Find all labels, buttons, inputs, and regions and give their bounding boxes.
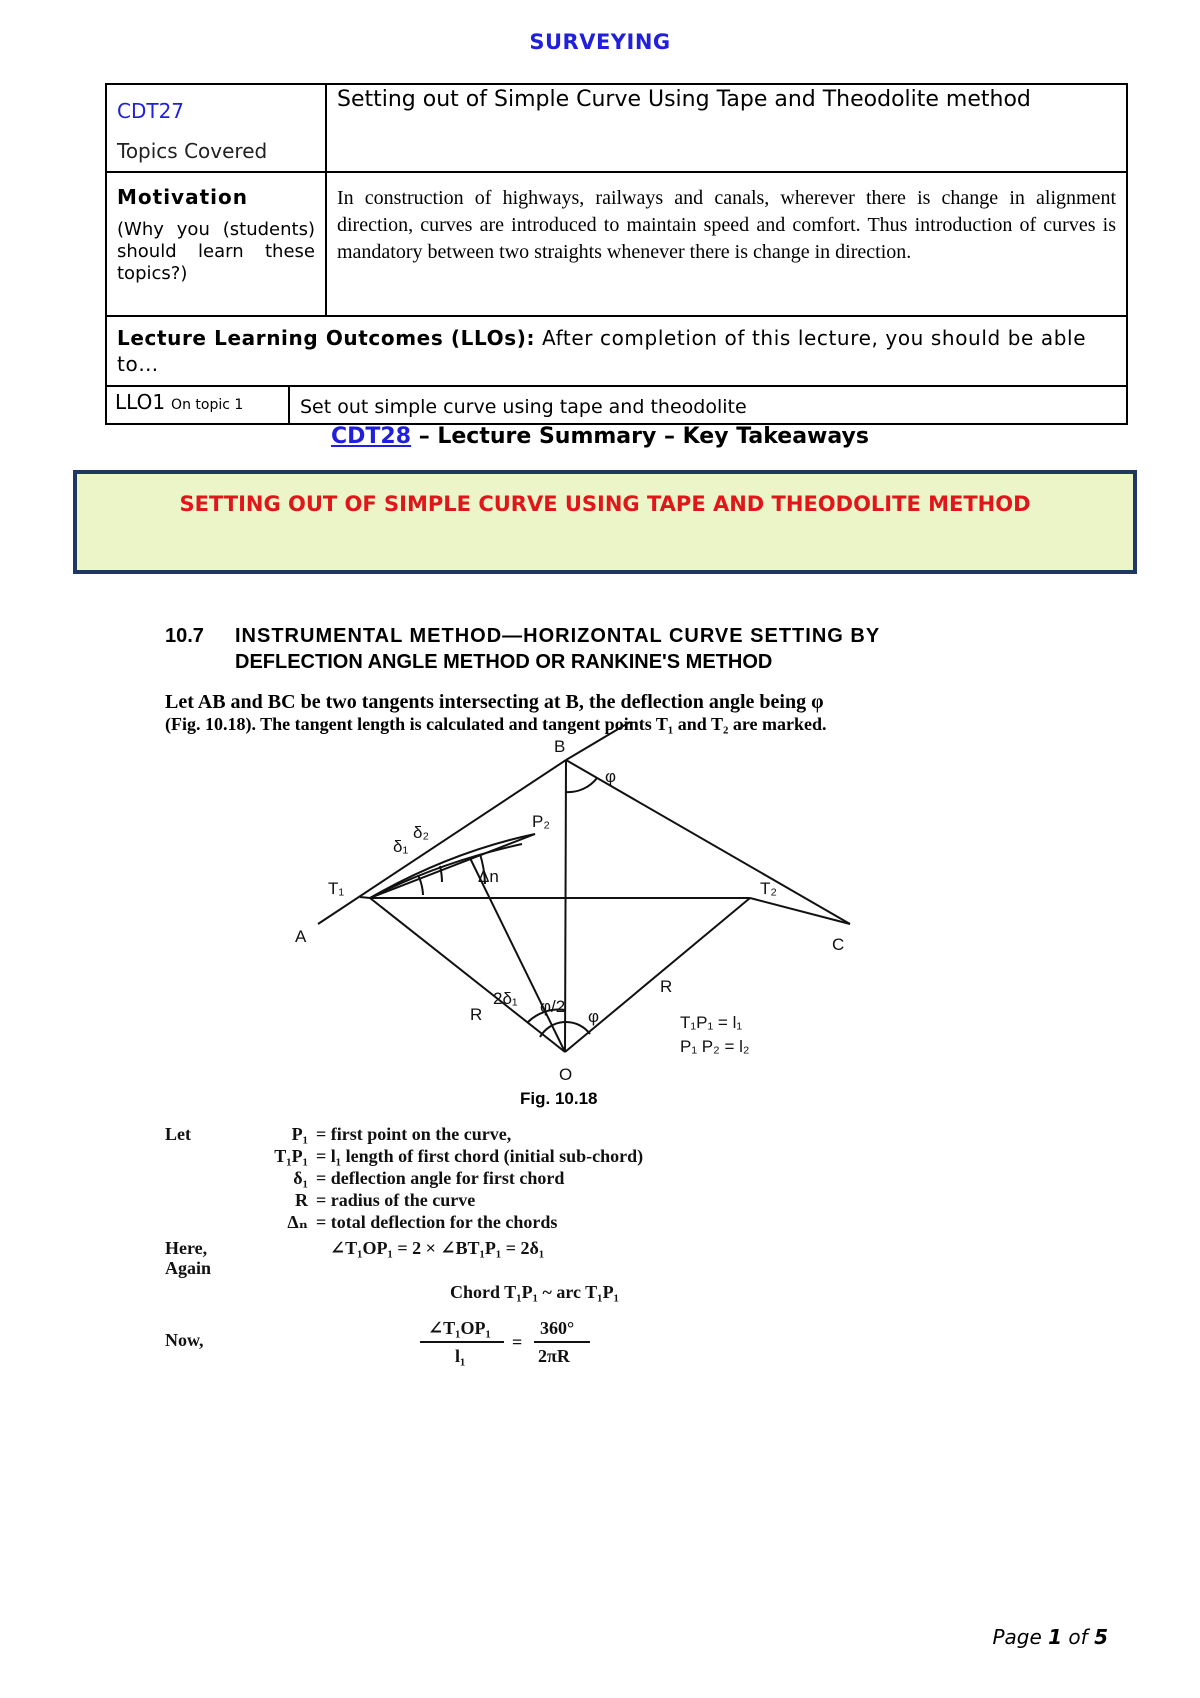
label-b: B <box>554 737 566 756</box>
motivation-sublabel: (Why you (students) should learn these topics?) <box>117 219 315 284</box>
chord-end <box>750 898 850 924</box>
scan-heading-line2: DEFLECTION ANGLE METHOD OR RANKINE'S METHOD <box>235 651 773 673</box>
figure-caption: Fig. 10.18 <box>520 1089 598 1108</box>
angle-arc-d2 <box>440 866 442 882</box>
def-sym-1: P₁ <box>291 1124 308 1144</box>
angle-arc-phi <box>566 778 597 792</box>
here-equation: ∠T₁OP₁ = 2 × ∠BT₁P₁ = 2δ₁ <box>330 1238 545 1258</box>
llo-heading-cell <box>106 316 1127 386</box>
summary-heading <box>0 424 1200 449</box>
def-sym-2: T₁P₁ <box>274 1146 308 1166</box>
scan-heading-line1: INSTRUMENTAL METHOD—HORIZONTAL CURVE SETTING BY <box>235 625 881 647</box>
summary-banner <box>73 470 1137 574</box>
def-desc-1: = first point on the curve, <box>316 1124 512 1144</box>
def-sym-3: δ₁ <box>293 1168 308 1188</box>
let-word: Let <box>165 1124 191 1144</box>
document-title: SURVEYING <box>529 30 671 54</box>
summary-heading-text: – Lecture Summary – Key Takeaways <box>411 424 869 449</box>
label-r-left: R <box>470 1005 483 1024</box>
def-desc-2: = l₁ length of first chord (initial sub-chord) <box>316 1146 644 1166</box>
label-delta-n: Δn <box>478 867 499 886</box>
label-t1: T₁ <box>328 879 345 898</box>
tangent-ab <box>318 760 566 924</box>
label-o: O <box>559 1065 573 1084</box>
llo-id-cell <box>107 387 290 423</box>
of-word: of <box>1062 1625 1095 1649</box>
page-total: 5 <box>1094 1625 1108 1649</box>
here-word: Here, <box>165 1238 208 1258</box>
label-delta2: δ₂ <box>413 823 430 842</box>
llo-row <box>106 386 1127 424</box>
page-word: Page <box>992 1625 1049 1649</box>
label-a: A <box>295 927 307 946</box>
radius-left <box>370 898 565 1052</box>
llo-intro: After completion of this lecture, you should be able to… <box>117 326 1087 376</box>
tick-a <box>360 897 370 898</box>
label-two-delta: 2δ₁ <box>493 989 518 1008</box>
frac-equals: = <box>512 1332 523 1352</box>
scanned-textbook-figure <box>150 612 1030 1382</box>
topics-covered-label: Topics Covered <box>117 139 268 163</box>
label-rel2: P₁ P₂ = l₂ <box>680 1037 750 1056</box>
label-delta1: δ₁ <box>393 837 409 856</box>
frac2-numerator: 360° <box>540 1318 575 1338</box>
llo-text: Set out simple curve using tape and theodolite <box>300 396 747 418</box>
llo-id: LLO1 <box>115 390 166 414</box>
topic-title: Setting out of Simple Curve Using Tape and Theodolite method <box>326 84 1127 172</box>
again-equation: Chord T₁P₁ ~ arc T₁P₁ <box>450 1282 619 1302</box>
frac2-denominator: 2πR <box>538 1346 570 1366</box>
banner-title: SETTING OUT OF SIMPLE CURVE USING TAPE AND THEODOLITE METHOD <box>179 492 1031 516</box>
label-rel1: T₁P₁ = l₁ <box>680 1013 743 1032</box>
label-phi-o: φ <box>588 1007 600 1026</box>
page-number: 1 <box>1048 1625 1063 1649</box>
label-phi: φ <box>605 767 617 786</box>
motivation-cell <box>106 172 326 316</box>
again-word: Again <box>165 1258 212 1278</box>
def-desc-5: = total deflection for the chords <box>316 1212 558 1232</box>
motivation-text: In construction of highways, railways and canals, wherever there is change in alignment direction, curves are introduced to maintain speed and comfort. Thus introduction of curves is mandatory between two straights whenever there is change in direction. <box>326 172 1127 316</box>
frac-denominator: l₁ <box>455 1346 466 1366</box>
summary-code-link[interactable]: CDT28 <box>331 424 412 449</box>
def-sym-4: R <box>295 1190 308 1210</box>
page-footer <box>992 1625 1108 1649</box>
label-r-right: R <box>660 977 673 996</box>
label-t2: T₂ <box>760 879 777 898</box>
def-desc-3: = deflection angle for first chord <box>316 1168 565 1188</box>
def-sym-5: Δₙ <box>287 1212 308 1232</box>
now-word: Now, <box>165 1330 204 1350</box>
topic-code-cell <box>106 84 326 172</box>
topic-code: CDT27 <box>117 99 185 123</box>
llo-topic: On topic 1 <box>171 397 244 413</box>
label-p2: P₂ <box>532 812 550 831</box>
radius-p1 <box>470 858 565 1052</box>
def-desc-4: = radius of the curve <box>316 1190 476 1210</box>
scan-intro-line1: Let AB and BC be two tangents intersecting at B, the deflection angle being φ <box>165 691 824 713</box>
topic-info-table <box>105 83 1128 425</box>
label-phi-half: φ/2 <box>540 997 566 1016</box>
scan-intro-line2: (Fig. 10.18). The tangent length is calculated and tangent points T₁ and T₂ are marked. <box>165 714 827 734</box>
motivation-label: Motivation <box>117 185 248 209</box>
frac-numerator: ∠T₁OP₁ <box>428 1318 491 1338</box>
llo-heading: Lecture Learning Outcomes (LLOs): <box>117 326 536 350</box>
scan-heading-number: 10.7 <box>165 625 204 647</box>
label-c: C <box>832 935 845 954</box>
